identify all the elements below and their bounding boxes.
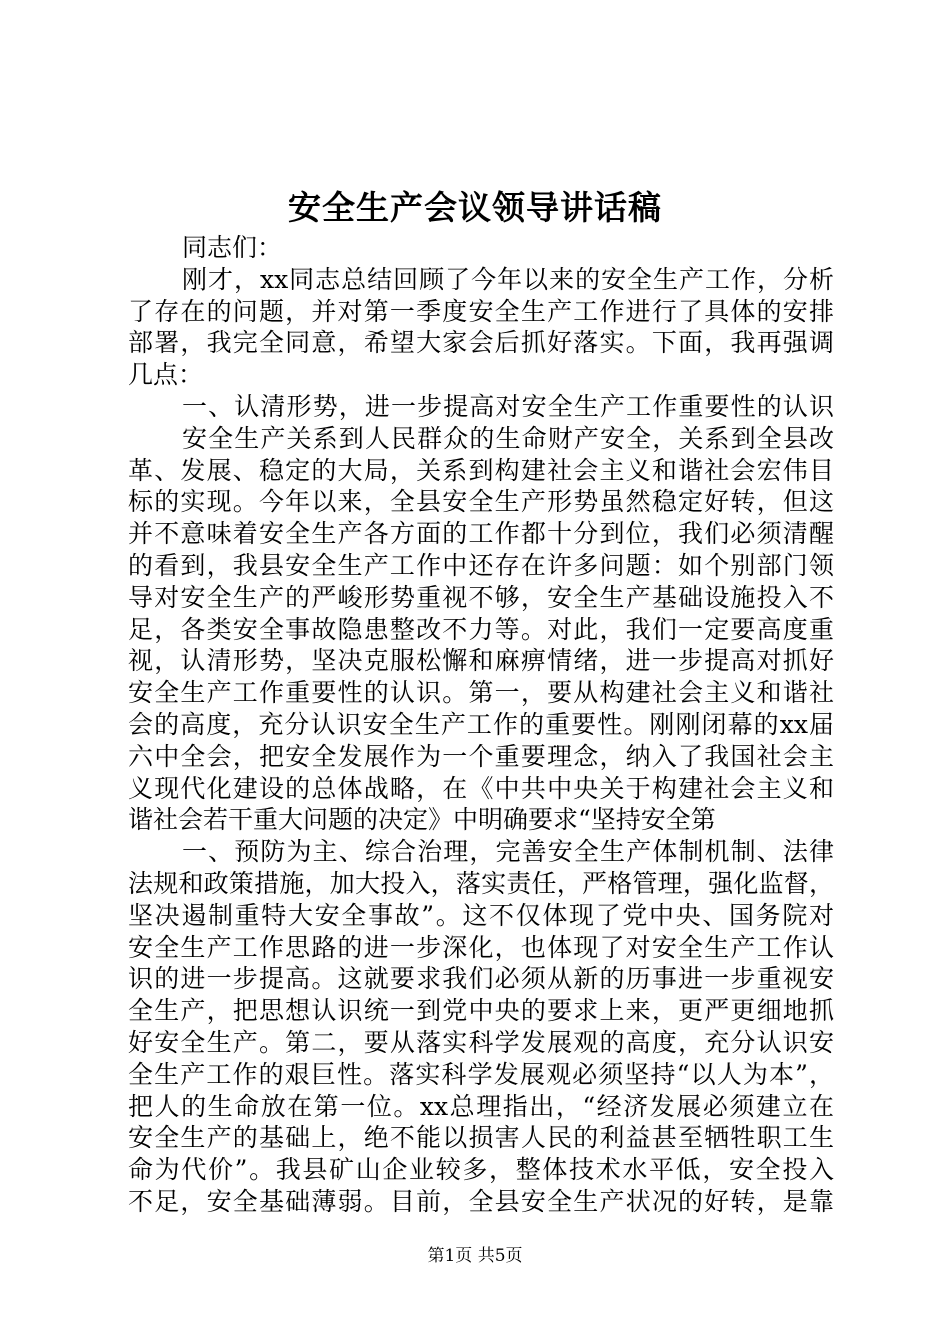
text-line: 命为代价”。我县矿山企业较多，整体技术水平低，安全投入 [128, 1155, 834, 1185]
text-line: 不足，安全基础薄弱。目前，全县安全生产状况的好转，是靠 [128, 1186, 834, 1216]
text-line: 几点： [128, 360, 204, 390]
text-line: 安全生产关系到人民群众的生命财产安全，关系到全县改 [182, 423, 834, 453]
text-line: 全生产，把思想认识统一到党中央的要求上来，更严更细地抓 [128, 996, 834, 1026]
text-line: 同志们： [182, 233, 283, 262]
text-line: 法规和政策措施，加大投入，落实责任，严格管理，强化监督， [128, 868, 834, 898]
text-line: 谐社会若干重大问题的决定》中明确要求“坚持安全第 [128, 805, 716, 835]
text-line: 义现代化建设的总体战略，在《中共中央关于构建社会主义和 [128, 773, 834, 803]
text-line: 识的进一步提高。这就要求我们必须从新的历事进一步重视安 [128, 964, 834, 994]
text-line: 视，认清形势，坚决克服松懈和麻痹情绪，进一步提高对抓好 [128, 646, 834, 676]
text-line: 坚决遏制重特大安全事故”。这不仅体现了党中央、国务院对 [128, 900, 834, 930]
text-line: 会的高度，充分认识安全生产工作的重要性。刚刚闭幕的xx届 [128, 709, 834, 739]
text-line: 革、发展、稳定的大局，关系到构建社会主义和谐社会宏伟目 [128, 455, 834, 485]
page-footer: 第1页 共5页 [427, 1246, 523, 1266]
text-line: 把人的生命放在第一位。xx总理指出，“经济发展必须建立在 [128, 1091, 834, 1121]
text-line: 全生产工作的艰巨性。落实科学发展观必须坚持“以人为本”， [128, 1059, 834, 1089]
text-line: 六中全会，把安全发展作为一个重要理念，纳入了我国社会主 [128, 741, 834, 771]
text-line: 安全生产工作重要性的认识。第一，要从构建社会主义和谐社 [128, 678, 834, 708]
text-line: 部署，我完全同意，希望大家会后抓好落实。下面，我再强调 [128, 328, 834, 358]
text-line: 导对安全生产的严峻形势重视不够，安全生产基础设施投入不 [128, 582, 834, 612]
section-heading: 一、认清形势，进一步提高对安全生产工作重要性的认识 [182, 391, 834, 421]
text-line: 安全生产的基础上，绝不能以损害人民的利益甚至牺牲职工生 [128, 1123, 834, 1153]
text-line: 并不意味着安全生产各方面的工作都十分到位，我们必须清醒 [128, 519, 834, 549]
text-line: 安全生产工作思路的进一步深化，也体现了对安全生产工作认 [128, 932, 834, 962]
text-line: 足，各类安全事故隐患整改不力等。对此，我们一定要高度重 [128, 614, 834, 644]
text-line: 好安全生产。第二，要从落实科学发展观的高度，充分认识安 [128, 1027, 834, 1057]
text-line: 了存在的问题，并对第一季度安全生产工作进行了具体的安排 [128, 296, 834, 326]
text-line: 一、预防为主、综合治理，完善安全生产体制机制、法律 [182, 837, 834, 867]
document-title: 安全生产会议领导讲话稿 [288, 188, 662, 227]
document-body [128, 232, 834, 1218]
text-line: 标的实现。今年以来，全县安全生产形势虽然稳定好转，但这 [128, 487, 834, 517]
text-line: 刚才，xx同志总结回顾了今年以来的安全生产工作，分析 [182, 264, 834, 294]
text-line: 的看到，我县安全生产工作中还存在许多问题：如个别部门领 [128, 550, 834, 580]
